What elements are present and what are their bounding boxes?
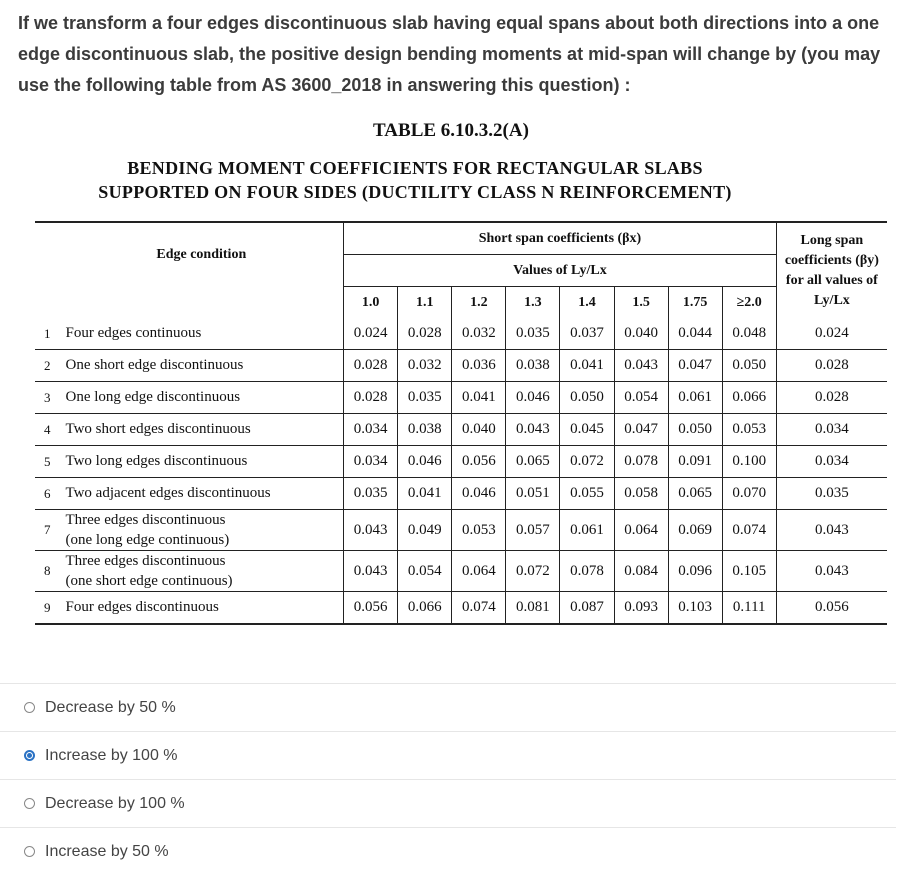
short-span-coefficient: 0.096 (668, 551, 722, 592)
short-span-coefficient: 0.111 (722, 592, 776, 625)
short-span-coefficient: 0.058 (614, 478, 668, 510)
ratio-header: 1.1 (398, 287, 452, 319)
short-span-coefficient: 0.040 (452, 414, 506, 446)
answer-option[interactable] (0, 731, 896, 779)
short-span-coefficient: 0.046 (398, 446, 452, 478)
long-span-coefficient: 0.043 (776, 551, 887, 592)
short-span-coefficient: 0.047 (614, 414, 668, 446)
short-span-coefficient: 0.054 (398, 551, 452, 592)
table-title-line-2: SUPPORTED ON FOUR SIDES (DUCTILITY CLASS N REINFORCEMENT) (98, 182, 732, 202)
long-span-coefficient: 0.028 (776, 350, 887, 382)
short-span-coefficient: 0.072 (560, 446, 614, 478)
edge-condition-header: Edge condition (59, 222, 343, 287)
long-span-coefficient: 0.034 (776, 446, 887, 478)
short-span-coefficient: 0.081 (506, 592, 560, 625)
short-span-coefficient: 0.078 (560, 551, 614, 592)
row-number: 8 (35, 551, 59, 592)
short-span-coefficient: 0.046 (506, 382, 560, 414)
edge-condition-cell: Four edges continuous (59, 318, 343, 350)
short-span-coefficient: 0.056 (452, 446, 506, 478)
row-number: 2 (35, 350, 59, 382)
ratio-header: 1.2 (452, 287, 506, 319)
short-span-coefficient: 0.056 (344, 592, 398, 625)
short-span-coefficient: 0.046 (452, 478, 506, 510)
short-span-coefficient: 0.044 (668, 318, 722, 350)
short-span-coefficient: 0.100 (722, 446, 776, 478)
edge-condition-cell: Four edges discontinuous (59, 592, 343, 625)
short-span-coefficient: 0.064 (614, 510, 668, 551)
answer-option[interactable] (0, 827, 896, 875)
short-span-coefficient: 0.028 (344, 350, 398, 382)
short-span-coefficient: 0.087 (560, 592, 614, 625)
answer-option[interactable] (0, 779, 896, 827)
short-span-coefficient: 0.057 (506, 510, 560, 551)
ratio-header: ≥2.0 (722, 287, 776, 319)
short-span-coefficient: 0.028 (344, 382, 398, 414)
short-span-coefficient: 0.038 (506, 350, 560, 382)
short-span-coefficient: 0.055 (560, 478, 614, 510)
table-row (35, 510, 887, 551)
short-span-coefficient: 0.051 (506, 478, 560, 510)
coefficient-table (35, 221, 887, 625)
short-span-coefficient: 0.105 (722, 551, 776, 592)
short-span-coefficient: 0.043 (344, 551, 398, 592)
radio-unchecked-icon[interactable] (24, 702, 35, 713)
edge-condition-cell: Three edges discontinuous (one short edge continuous) (59, 551, 343, 592)
short-span-coefficient: 0.053 (452, 510, 506, 551)
table-row (35, 551, 887, 592)
radio-unchecked-icon[interactable] (24, 798, 35, 809)
edge-condition-cell: Two adjacent edges discontinuous (59, 478, 343, 510)
short-span-coefficient: 0.050 (722, 350, 776, 382)
short-span-coefficient: 0.043 (344, 510, 398, 551)
short-span-coefficient: 0.084 (614, 551, 668, 592)
edge-condition-cell: One long edge discontinuous (59, 382, 343, 414)
short-span-coefficient: 0.074 (452, 592, 506, 625)
row-number: 9 (35, 592, 59, 625)
row-number: 3 (35, 382, 59, 414)
table-row (35, 478, 887, 510)
long-span-coefficient: 0.028 (776, 382, 887, 414)
short-span-coefficient: 0.093 (614, 592, 668, 625)
short-span-coefficient: 0.078 (614, 446, 668, 478)
long-span-coefficient: 0.024 (776, 318, 887, 350)
short-span-coefficient: 0.070 (722, 478, 776, 510)
short-span-coefficient: 0.061 (668, 382, 722, 414)
row-number: 4 (35, 414, 59, 446)
row-number: 1 (35, 318, 59, 350)
short-span-coefficient: 0.024 (344, 318, 398, 350)
short-span-coefficient: 0.066 (398, 592, 452, 625)
short-span-coefficient: 0.045 (560, 414, 614, 446)
short-span-coefficient: 0.041 (398, 478, 452, 510)
short-span-coefficient: 0.054 (614, 382, 668, 414)
short-span-coefficient: 0.065 (668, 478, 722, 510)
table-row (35, 414, 887, 446)
row-number: 7 (35, 510, 59, 551)
short-span-header: Short span coefficients (βx) (344, 222, 777, 255)
radio-unchecked-icon[interactable] (24, 846, 35, 857)
short-span-coefficient: 0.038 (398, 414, 452, 446)
short-span-coefficient: 0.053 (722, 414, 776, 446)
short-span-coefficient: 0.061 (560, 510, 614, 551)
short-span-coefficient: 0.066 (722, 382, 776, 414)
edge-condition-cell: Three edges discontinuous (one long edge continuous) (59, 510, 343, 551)
short-span-coefficient: 0.028 (398, 318, 452, 350)
short-span-coefficient: 0.037 (560, 318, 614, 350)
answer-option-label: Decrease by 50 % (45, 698, 176, 716)
edge-condition-cell: One short edge discontinuous (59, 350, 343, 382)
short-span-coefficient: 0.064 (452, 551, 506, 592)
ratio-header: 1.75 (668, 287, 722, 319)
row-number: 5 (35, 446, 59, 478)
table-row (35, 350, 887, 382)
short-span-coefficient: 0.040 (614, 318, 668, 350)
short-span-coefficient: 0.035 (398, 382, 452, 414)
long-span-header: Long span coefficients (βy) for all values of Ly/Lx (776, 222, 887, 318)
short-span-coefficient: 0.050 (560, 382, 614, 414)
short-span-coefficient: 0.074 (722, 510, 776, 551)
table-row (35, 318, 887, 350)
answer-option-label: Decrease by 100 % (45, 794, 185, 812)
short-span-coefficient: 0.034 (344, 414, 398, 446)
answer-option[interactable] (0, 683, 896, 731)
short-span-coefficient: 0.048 (722, 318, 776, 350)
table-title-line-1: BENDING MOMENT COEFFICIENTS FOR RECTANGULAR SLABS (127, 158, 703, 178)
radio-checked-icon[interactable] (24, 750, 35, 761)
short-span-coefficient: 0.103 (668, 592, 722, 625)
answer-options (0, 683, 896, 875)
long-span-coefficient: 0.056 (776, 592, 887, 625)
question-text: If we transform a four edges discontinuous slab having equal spans about both directions into a one edge discontinuous slab, the positive design bending moments at mid-span will change by (you may use the following table from AS 3600_2018 in answering this question) : (18, 13, 881, 95)
ratio-header: 1.5 (614, 287, 668, 319)
table-row (35, 592, 887, 625)
short-span-coefficient: 0.034 (344, 446, 398, 478)
short-span-coefficient: 0.065 (506, 446, 560, 478)
short-span-coefficient: 0.047 (668, 350, 722, 382)
short-span-coefficient: 0.036 (452, 350, 506, 382)
short-span-coefficient: 0.050 (668, 414, 722, 446)
table-caption: TABLE 6.10.3.2(A) (373, 120, 529, 141)
edge-condition-cell: Two short edges discontinuous (59, 414, 343, 446)
short-span-coefficient: 0.072 (506, 551, 560, 592)
short-span-coefficient: 0.032 (452, 318, 506, 350)
long-span-coefficient: 0.035 (776, 478, 887, 510)
ratio-header: 1.3 (506, 287, 560, 319)
short-span-coefficient: 0.043 (614, 350, 668, 382)
short-span-coefficient: 0.035 (506, 318, 560, 350)
short-span-coefficient: 0.069 (668, 510, 722, 551)
short-span-coefficient: 0.035 (344, 478, 398, 510)
table-row (35, 382, 887, 414)
short-span-coefficient: 0.049 (398, 510, 452, 551)
values-header: Values of Ly/Lx (344, 255, 777, 287)
ratio-header: 1.0 (344, 287, 398, 319)
answer-option-label: Increase by 100 % (45, 746, 178, 764)
short-span-coefficient: 0.041 (560, 350, 614, 382)
long-span-coefficient: 0.043 (776, 510, 887, 551)
long-span-coefficient: 0.034 (776, 414, 887, 446)
table-title (0, 156, 890, 204)
short-span-coefficient: 0.041 (452, 382, 506, 414)
ratio-header: 1.4 (560, 287, 614, 319)
table-figure (30, 120, 890, 615)
answer-option-label: Increase by 50 % (45, 842, 169, 860)
table-row (35, 446, 887, 478)
edge-condition-cell: Two long edges discontinuous (59, 446, 343, 478)
short-span-coefficient: 0.043 (506, 414, 560, 446)
short-span-coefficient: 0.032 (398, 350, 452, 382)
short-span-coefficient: 0.091 (668, 446, 722, 478)
row-number: 6 (35, 478, 59, 510)
